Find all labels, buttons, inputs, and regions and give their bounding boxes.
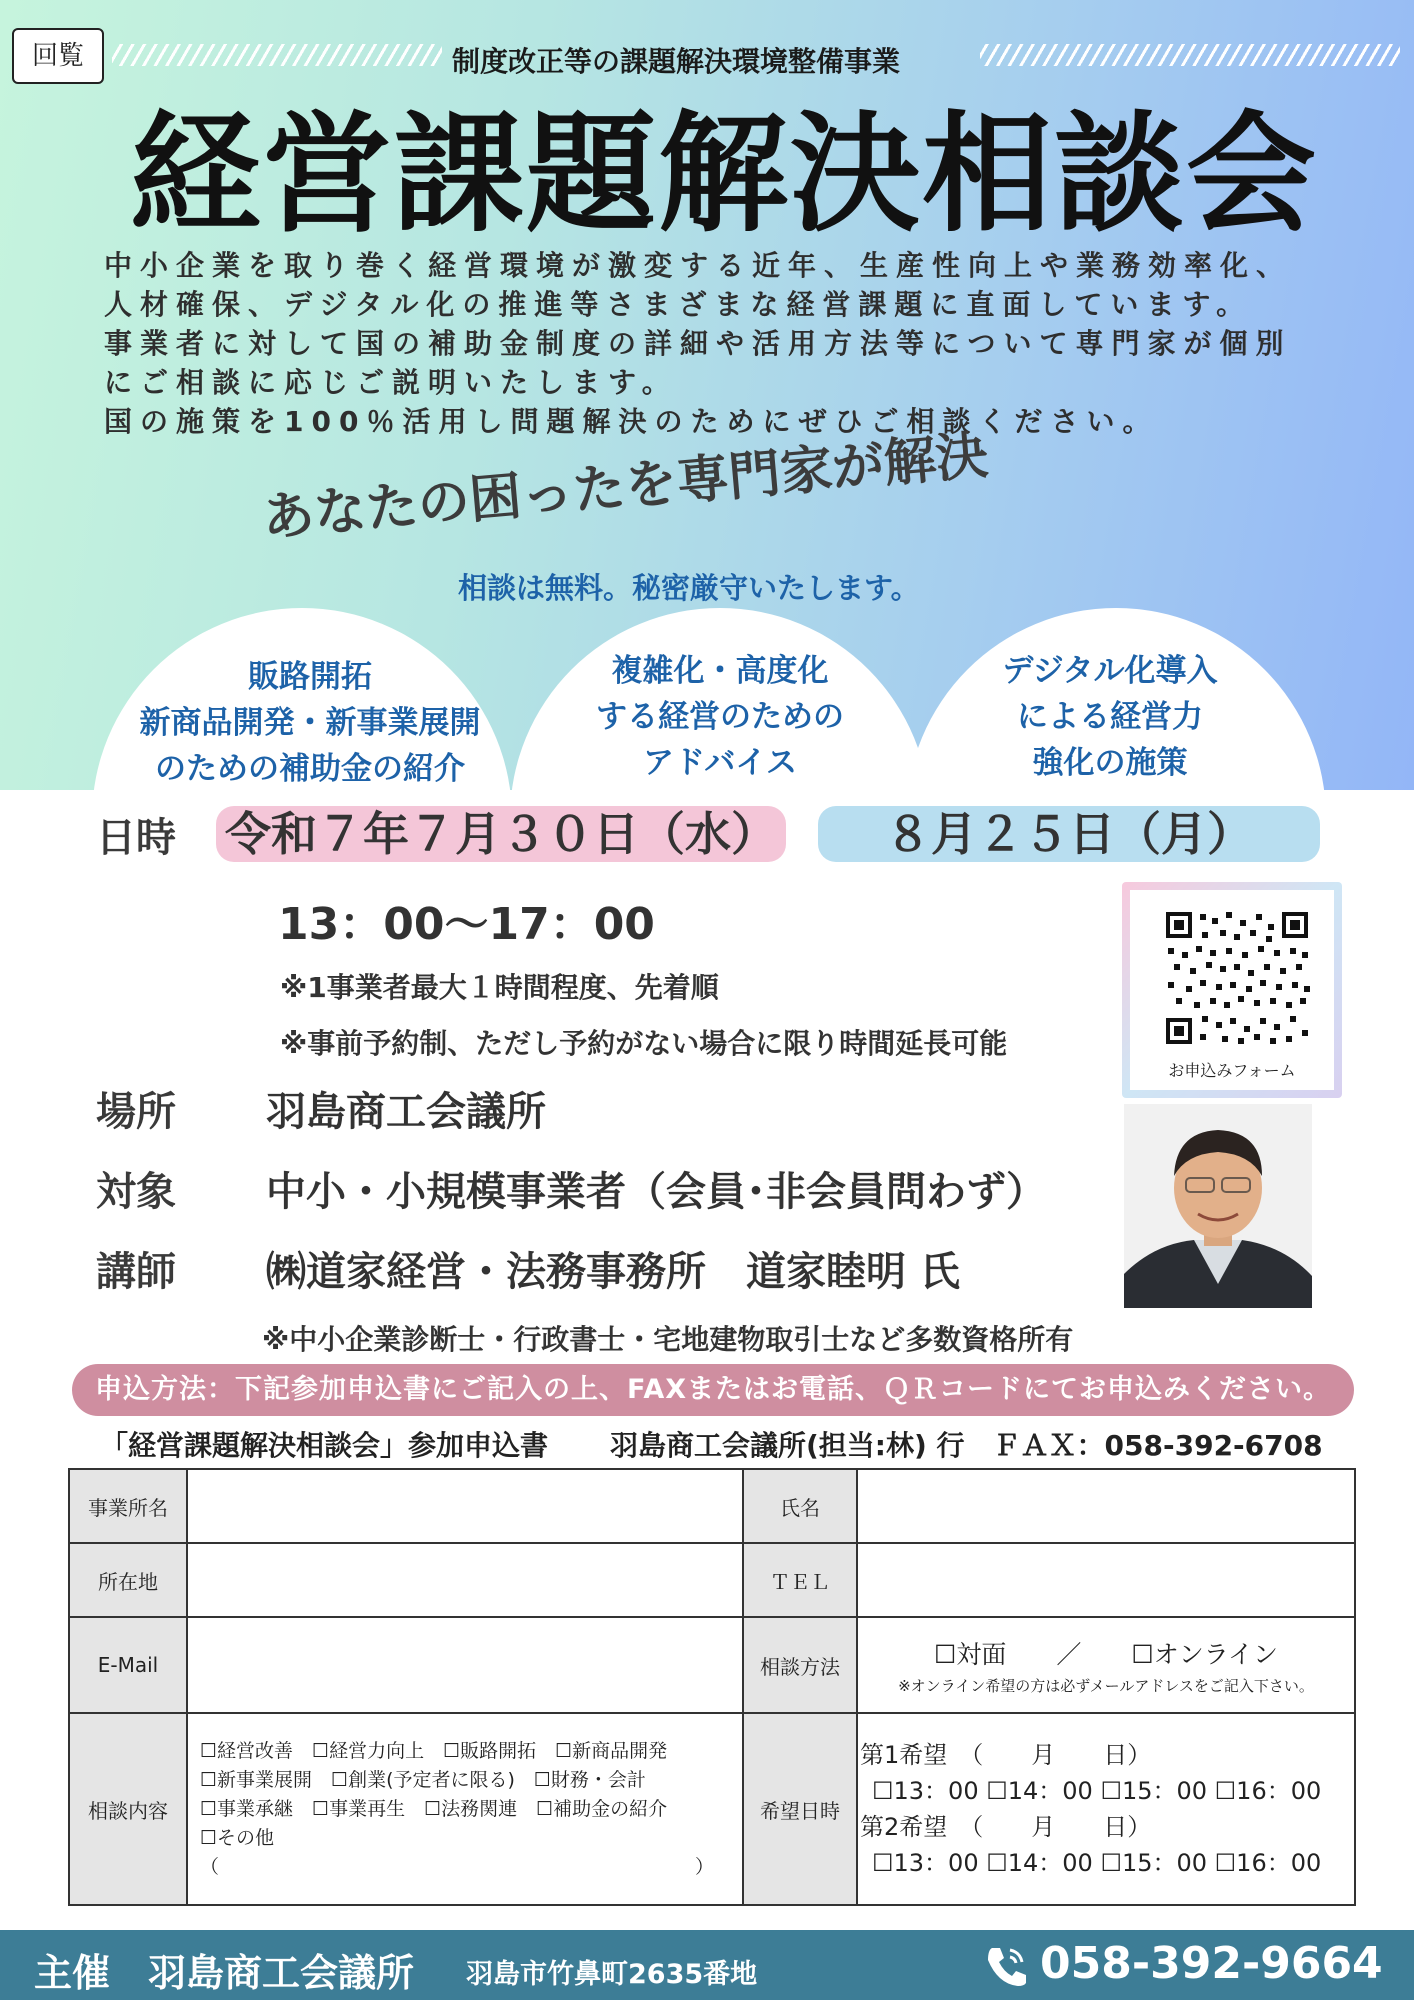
business-name-label: 事業所名 bbox=[69, 1469, 187, 1543]
decorative-hatch-right bbox=[980, 44, 1400, 66]
content-option-line[interactable]: ☐その他 bbox=[200, 1826, 275, 1849]
content-option-line[interactable]: ☐事業承継 ☐事業再生 ☐法務関連 ☐補助金の紹介 bbox=[200, 1797, 668, 1820]
datetime-note-2: ※事前予約制、ただし予約がない場合に限り時間延長可能 bbox=[280, 1027, 1008, 1060]
venue-value: 羽島商工会議所 bbox=[266, 1089, 546, 1135]
datetime-label: 日時 bbox=[96, 815, 176, 861]
content-option-line[interactable]: ☐経営改善 ☐経営力向上 ☐販路開拓 ☐新商品開発 bbox=[200, 1739, 668, 1762]
topic-1 bbox=[110, 654, 510, 792]
form-title: 「経営課題解決相談会」参加申込書 bbox=[100, 1429, 549, 1462]
lecturer-photo bbox=[1124, 1104, 1312, 1308]
email-field[interactable] bbox=[187, 1617, 743, 1713]
slogan: あなたの困ったを専門家が解決 bbox=[259, 425, 991, 549]
consult-method-label: 相談方法 bbox=[743, 1617, 857, 1713]
consult-content-field[interactable] bbox=[187, 1713, 743, 1905]
circulation-stamp: 回覧 bbox=[12, 28, 104, 84]
intro-line: にご相談に応じご説明いたします。 bbox=[104, 366, 678, 399]
qr-caption: お申込みフォーム bbox=[1168, 1061, 1296, 1080]
date-2: ８月２５日（月） bbox=[818, 806, 1320, 862]
topic-3 bbox=[910, 648, 1310, 786]
person-name-label: 氏名 bbox=[743, 1469, 857, 1543]
intro-line: 国の施策を100％活用し問題解決のためにぜひご相談ください。 bbox=[104, 405, 1159, 438]
person-name-field[interactable] bbox=[857, 1469, 1355, 1543]
qr-code-panel bbox=[1130, 890, 1334, 1090]
intro-line: 中小企業を取り巻く経営環境が激変する近年、生産性向上や業務効率化、 bbox=[104, 249, 1293, 282]
address-label: 所在地 bbox=[69, 1543, 187, 1617]
wish-1: 第1希望 （ 月 日） bbox=[860, 1741, 1152, 1769]
paren-open: （ bbox=[200, 1855, 220, 1878]
address-field[interactable] bbox=[187, 1543, 743, 1617]
wish-2: 第2希望 （ 月 日） bbox=[860, 1813, 1152, 1841]
topic-line: デジタル化導入 bbox=[1002, 653, 1218, 689]
topic-line: 販路開拓 bbox=[248, 659, 372, 695]
datetime-note-1: ※1事業者最大１時間程度、先着順 bbox=[280, 971, 719, 1004]
application-form bbox=[68, 1468, 1356, 1906]
wish-date-label: 希望日時 bbox=[743, 1713, 857, 1905]
apply-method-banner: 申込方法：下記参加申込書にご記入の上、FAXまたはお電話、ＱＲコードにてお申込みください。 bbox=[72, 1364, 1354, 1416]
organizer-phone[interactable]: 058-392-9664 bbox=[1040, 1938, 1383, 1989]
topic-line: 強化の施策 bbox=[1032, 745, 1188, 781]
phone-icon bbox=[984, 1944, 1030, 1988]
content-option-line[interactable]: ☐新事業展開 ☐創業(予定者に限る) ☐財務・会計 bbox=[200, 1768, 646, 1791]
page-title: 経営課題解決相談会 bbox=[130, 98, 1319, 250]
business-name-field[interactable] bbox=[187, 1469, 743, 1543]
topic-line: による経営力 bbox=[1017, 699, 1203, 735]
consult-method-options[interactable]: ☐対面 ／ ☐オンライン bbox=[933, 1639, 1279, 1669]
topic-line: する経営のための bbox=[596, 699, 844, 735]
venue-label: 場所 bbox=[96, 1089, 176, 1135]
form-fax-destination: 羽島商工会議所(担当:林) 行 ＦＡＸ：058-392-6708 bbox=[610, 1429, 1323, 1462]
qr-code-icon bbox=[1130, 890, 1334, 1050]
email-label: E-Mail bbox=[69, 1617, 187, 1713]
footer-bar bbox=[0, 1930, 1414, 2000]
decorative-hatch-left bbox=[112, 44, 442, 66]
consult-content-label: 相談内容 bbox=[69, 1713, 187, 1905]
lecturer-label: 講師 bbox=[96, 1249, 176, 1295]
consult-method-note: ※オンライン希望の方は必ずメールアドレスをご記入下さい。 bbox=[898, 1676, 1314, 1695]
wish-1-slots[interactable]: ☐13：00 ☐14：00 ☐15：00 ☐16：00 bbox=[872, 1777, 1322, 1805]
organizer: 主催 羽島商工会議所 bbox=[34, 1951, 415, 1995]
intro-line: 人材確保、デジタル化の推進等さまざまな経営課題に直面しています。 bbox=[104, 288, 1253, 321]
paren-close: ） bbox=[694, 1855, 714, 1878]
tel-label: ＴＥＬ bbox=[743, 1543, 857, 1617]
topic-line: 複雑化・高度化 bbox=[611, 653, 829, 689]
topic-line: アドバイス bbox=[642, 745, 798, 781]
lecturer-value: ㈱道家経営・法務事務所 道家睦明 氏 bbox=[266, 1249, 960, 1295]
free-consultation-note: 相談は無料。秘密厳守いたします。 bbox=[458, 571, 920, 605]
wish-date-field[interactable] bbox=[857, 1713, 1355, 1905]
topic-line: のための補助金の紹介 bbox=[155, 751, 465, 787]
organizer-address: 羽島市竹鼻町2635番地 bbox=[466, 1959, 758, 1990]
consult-method-field[interactable] bbox=[857, 1617, 1355, 1713]
date-1: 令和７年７月３０日（水） bbox=[216, 806, 786, 862]
topic-2 bbox=[520, 648, 920, 786]
target-value: 中小・小規模事業者（会員･非会員問わず） bbox=[266, 1169, 1046, 1215]
wish-2-slots[interactable]: ☐13：00 ☐14：00 ☐15：00 ☐16：00 bbox=[872, 1849, 1322, 1877]
content-other-input[interactable] bbox=[200, 1853, 734, 1882]
lecturer-qualifications: ※中小企業診断士・行政書士・宅地建物取引士など多数資格所有 bbox=[262, 1323, 1074, 1356]
program-subtitle: 制度改正等の課題解決環境整備事業 bbox=[452, 45, 901, 78]
tel-field[interactable] bbox=[857, 1543, 1355, 1617]
qr-code-frame[interactable] bbox=[1122, 882, 1342, 1098]
target-label: 対象 bbox=[96, 1169, 176, 1215]
topic-line: 新商品開発・新事業展開 bbox=[139, 705, 481, 741]
intro-text bbox=[104, 246, 1292, 441]
intro-line: 事業者に対して国の補助金制度の詳細や活用方法等について専門家が個別 bbox=[104, 327, 1292, 360]
time-range: 13：00～17：00 bbox=[278, 899, 655, 950]
